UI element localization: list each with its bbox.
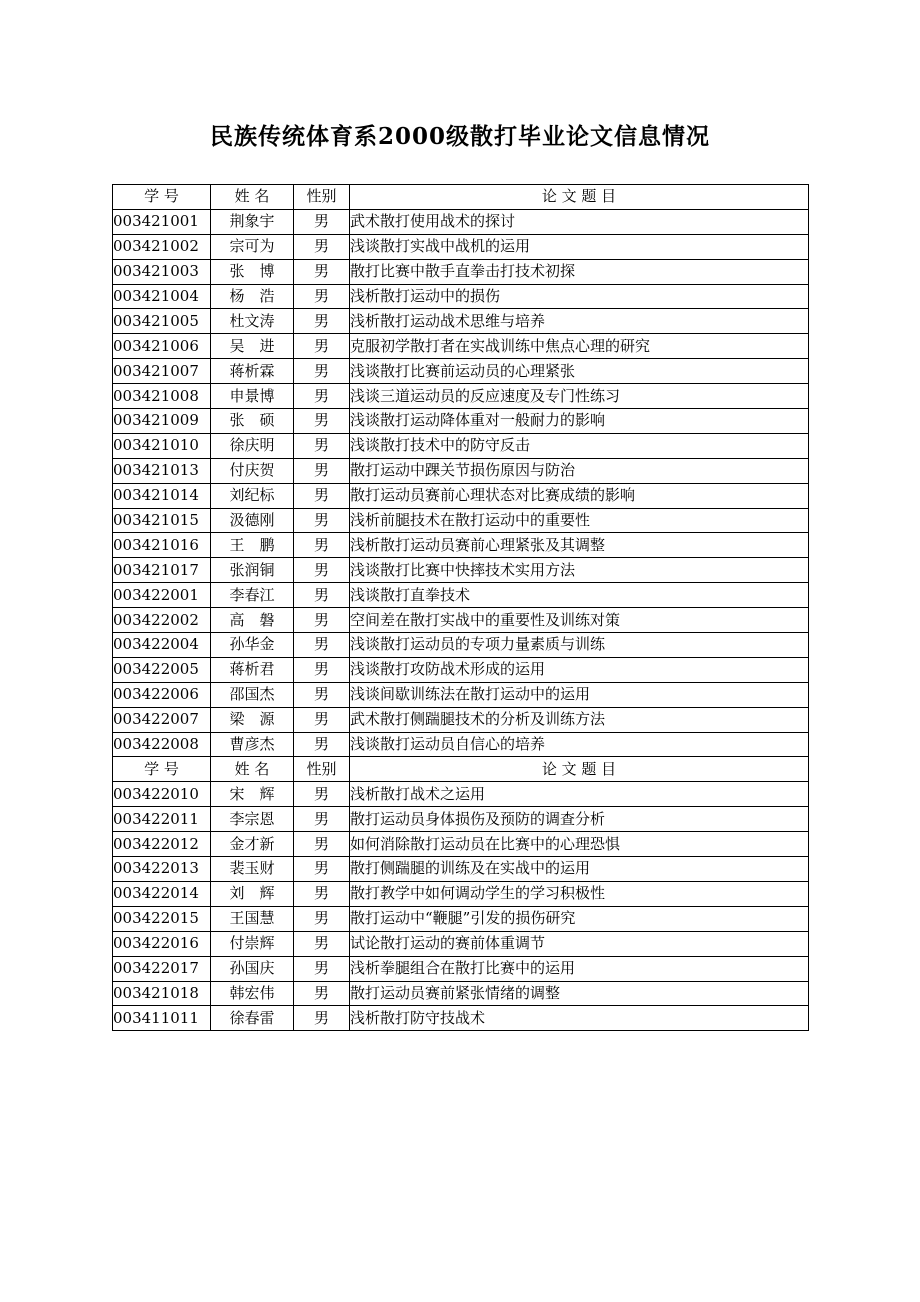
student-sex: 男 — [294, 533, 350, 558]
student-sex: 男 — [294, 284, 350, 309]
student-sex: 男 — [294, 433, 350, 458]
student-name: 申景博 — [211, 384, 294, 409]
student-sex: 男 — [294, 782, 350, 807]
table-row — [113, 533, 809, 558]
student-sex: 男 — [294, 384, 350, 409]
student-sex: 男 — [294, 906, 350, 931]
student-sex: 男 — [294, 359, 350, 384]
student-sex: 男 — [294, 583, 350, 608]
table-row — [113, 409, 809, 434]
table-row — [113, 259, 809, 284]
student-sex: 男 — [294, 608, 350, 633]
table-row — [113, 881, 809, 906]
student-id: 003421002 — [113, 234, 211, 259]
thesis-title: 浅析散打防守技战术 — [350, 1006, 809, 1031]
table-row — [113, 832, 809, 857]
header-sex: 性别 — [294, 185, 350, 210]
thesis-title: 散打侧踹腿的训练及在实战中的运用 — [350, 857, 809, 882]
thesis-title: 浅析散打战术之运用 — [350, 782, 809, 807]
student-name: 金才新 — [211, 832, 294, 857]
student-sex: 男 — [294, 931, 350, 956]
student-id: 003411011 — [113, 1006, 211, 1031]
student-sex: 男 — [294, 633, 350, 658]
student-name: 杜文涛 — [211, 309, 294, 334]
table-row — [113, 807, 809, 832]
thesis-title: 浅谈散打实战中战机的运用 — [350, 234, 809, 259]
student-id: 003421017 — [113, 558, 211, 583]
student-id: 003421010 — [113, 433, 211, 458]
student-name: 梁 源 — [211, 707, 294, 732]
student-sex: 男 — [294, 209, 350, 234]
header-name: 姓 名 — [211, 757, 294, 782]
header-id: 学 号 — [113, 757, 211, 782]
student-name: 吴 进 — [211, 334, 294, 359]
table-row — [113, 483, 809, 508]
student-id: 003422016 — [113, 931, 211, 956]
student-name: 王国慧 — [211, 906, 294, 931]
student-name: 付庆贺 — [211, 458, 294, 483]
thesis-title: 浅谈散打运动员自信心的培养 — [350, 732, 809, 757]
student-name: 荆象宇 — [211, 209, 294, 234]
student-sex: 男 — [294, 409, 350, 434]
thesis-title: 武术散打使用战术的探讨 — [350, 209, 809, 234]
thesis-title: 浅析前腿技术在散打运动中的重要性 — [350, 508, 809, 533]
student-id: 003422005 — [113, 657, 211, 682]
student-sex: 男 — [294, 259, 350, 284]
student-id: 003421015 — [113, 508, 211, 533]
thesis-table — [112, 184, 809, 1031]
table-row — [113, 558, 809, 583]
student-sex: 男 — [294, 682, 350, 707]
table-row — [113, 633, 809, 658]
student-name: 邵国杰 — [211, 682, 294, 707]
header-thesis: 论 文 题 目 — [350, 185, 809, 210]
student-id: 003422001 — [113, 583, 211, 608]
student-id: 003421005 — [113, 309, 211, 334]
table-header-row — [113, 185, 809, 210]
table-row — [113, 906, 809, 931]
thesis-title: 武术散打侧踹腿技术的分析及训练方法 — [350, 707, 809, 732]
thesis-title: 浅析散打运动员赛前心理紧张及其调整 — [350, 533, 809, 558]
student-sex: 男 — [294, 234, 350, 259]
table-row — [113, 608, 809, 633]
table-row — [113, 657, 809, 682]
table-row — [113, 209, 809, 234]
table-row — [113, 857, 809, 882]
thesis-title: 浅谈散打技术中的防守反击 — [350, 433, 809, 458]
student-sex: 男 — [294, 483, 350, 508]
student-name: 徐春雷 — [211, 1006, 294, 1031]
thesis-title: 散打运动员赛前紧张情绪的调整 — [350, 981, 809, 1006]
student-name: 汲德刚 — [211, 508, 294, 533]
student-name: 孙华金 — [211, 633, 294, 658]
student-id: 003422007 — [113, 707, 211, 732]
table-row — [113, 981, 809, 1006]
thesis-title: 如何消除散打运动员在比赛中的心理恐惧 — [350, 832, 809, 857]
table-row — [113, 707, 809, 732]
thesis-title: 散打运动员赛前心理状态对比赛成绩的影响 — [350, 483, 809, 508]
header-name: 姓 名 — [211, 185, 294, 210]
student-id: 003421001 — [113, 209, 211, 234]
student-id: 003421008 — [113, 384, 211, 409]
thesis-title: 浅析散打运动战术思维与培养 — [350, 309, 809, 334]
student-name: 张 硕 — [211, 409, 294, 434]
student-id: 003421007 — [113, 359, 211, 384]
student-name: 蒋析霖 — [211, 359, 294, 384]
table-row — [113, 284, 809, 309]
student-name: 张 博 — [211, 259, 294, 284]
table-row — [113, 782, 809, 807]
student-sex: 男 — [294, 1006, 350, 1031]
thesis-title: 浅谈三道运动员的反应速度及专门性练习 — [350, 384, 809, 409]
student-name: 李春江 — [211, 583, 294, 608]
student-id: 003421014 — [113, 483, 211, 508]
student-id: 003421016 — [113, 533, 211, 558]
student-name: 杨 浩 — [211, 284, 294, 309]
student-id: 003422010 — [113, 782, 211, 807]
student-name: 王 鹏 — [211, 533, 294, 558]
thesis-title: 浅谈散打攻防战术形成的运用 — [350, 657, 809, 682]
table-row — [113, 433, 809, 458]
student-id: 003422006 — [113, 682, 211, 707]
student-id: 003421004 — [113, 284, 211, 309]
student-name: 高 磐 — [211, 608, 294, 633]
student-sex: 男 — [294, 508, 350, 533]
table-row — [113, 1006, 809, 1031]
student-sex: 男 — [294, 807, 350, 832]
student-sex: 男 — [294, 558, 350, 583]
student-id: 003422002 — [113, 608, 211, 633]
thesis-title: 散打比赛中散手直拳击打技术初探 — [350, 259, 809, 284]
table-row — [113, 384, 809, 409]
student-id: 003422012 — [113, 832, 211, 857]
thesis-title: 浅谈间歇训练法在散打运动中的运用 — [350, 682, 809, 707]
student-sex: 男 — [294, 881, 350, 906]
student-sex: 男 — [294, 857, 350, 882]
student-name: 蒋析君 — [211, 657, 294, 682]
thesis-table-body — [113, 185, 809, 1031]
student-name: 李宗恩 — [211, 807, 294, 832]
thesis-title: 浅谈散打比赛中快摔技术实用方法 — [350, 558, 809, 583]
student-id: 003422014 — [113, 881, 211, 906]
student-id: 003422004 — [113, 633, 211, 658]
student-sex: 男 — [294, 832, 350, 857]
student-name: 徐庆明 — [211, 433, 294, 458]
thesis-title: 浅析散打运动中的损伤 — [350, 284, 809, 309]
thesis-title: 克服初学散打者在实战训练中焦点心理的研究 — [350, 334, 809, 359]
student-name: 张润铜 — [211, 558, 294, 583]
student-name: 宗可为 — [211, 234, 294, 259]
student-name: 宋 辉 — [211, 782, 294, 807]
header-sex: 性别 — [294, 757, 350, 782]
table-row — [113, 309, 809, 334]
student-id: 003422011 — [113, 807, 211, 832]
table-row — [113, 682, 809, 707]
thesis-title: 浅谈散打运动降体重对一般耐力的影响 — [350, 409, 809, 434]
table-row — [113, 931, 809, 956]
table-row — [113, 508, 809, 533]
student-name: 孙国庆 — [211, 956, 294, 981]
student-name: 付崇辉 — [211, 931, 294, 956]
student-id: 003421006 — [113, 334, 211, 359]
table-row — [113, 956, 809, 981]
table-header-row — [113, 757, 809, 782]
student-name: 韩宏伟 — [211, 981, 294, 1006]
student-sex: 男 — [294, 334, 350, 359]
table-row — [113, 732, 809, 757]
student-id: 003422015 — [113, 906, 211, 931]
thesis-title: 浅谈散打运动员的专项力量素质与训练 — [350, 633, 809, 658]
thesis-title: 浅谈散打比赛前运动员的心理紧张 — [350, 359, 809, 384]
student-id: 003422017 — [113, 956, 211, 981]
student-sex: 男 — [294, 657, 350, 682]
table-row — [113, 583, 809, 608]
table-row — [113, 234, 809, 259]
student-name: 曹彦杰 — [211, 732, 294, 757]
thesis-title: 散打运动员身体损伤及预防的调查分析 — [350, 807, 809, 832]
header-thesis: 论 文 题 目 — [350, 757, 809, 782]
student-name: 刘纪标 — [211, 483, 294, 508]
table-row — [113, 458, 809, 483]
student-id: 003422013 — [113, 857, 211, 882]
header-id: 学 号 — [113, 185, 211, 210]
thesis-title: 散打教学中如何调动学生的学习积极性 — [350, 881, 809, 906]
student-id: 003421009 — [113, 409, 211, 434]
thesis-title: 空间差在散打实战中的重要性及训练对策 — [350, 608, 809, 633]
student-sex: 男 — [294, 956, 350, 981]
student-id: 003421018 — [113, 981, 211, 1006]
table-row — [113, 334, 809, 359]
student-id: 003421013 — [113, 458, 211, 483]
table-row — [113, 359, 809, 384]
student-sex: 男 — [294, 309, 350, 334]
thesis-title: 散打运动中“鞭腿”引发的损伤研究 — [350, 906, 809, 931]
thesis-title: 浅谈散打直拳技术 — [350, 583, 809, 608]
student-sex: 男 — [294, 732, 350, 757]
student-sex: 男 — [294, 458, 350, 483]
student-sex: 男 — [294, 981, 350, 1006]
thesis-title: 浅析拳腿组合在散打比赛中的运用 — [350, 956, 809, 981]
thesis-title: 试论散打运动的赛前体重调节 — [350, 931, 809, 956]
student-name: 裴玉财 — [211, 857, 294, 882]
student-id: 003421003 — [113, 259, 211, 284]
page-title: 民族传统体育系2000级散打毕业论文信息情况 — [209, 123, 710, 150]
student-id: 003422008 — [113, 732, 211, 757]
student-sex: 男 — [294, 707, 350, 732]
thesis-title: 散打运动中踝关节损伤原因与防治 — [350, 458, 809, 483]
student-name: 刘 辉 — [211, 881, 294, 906]
